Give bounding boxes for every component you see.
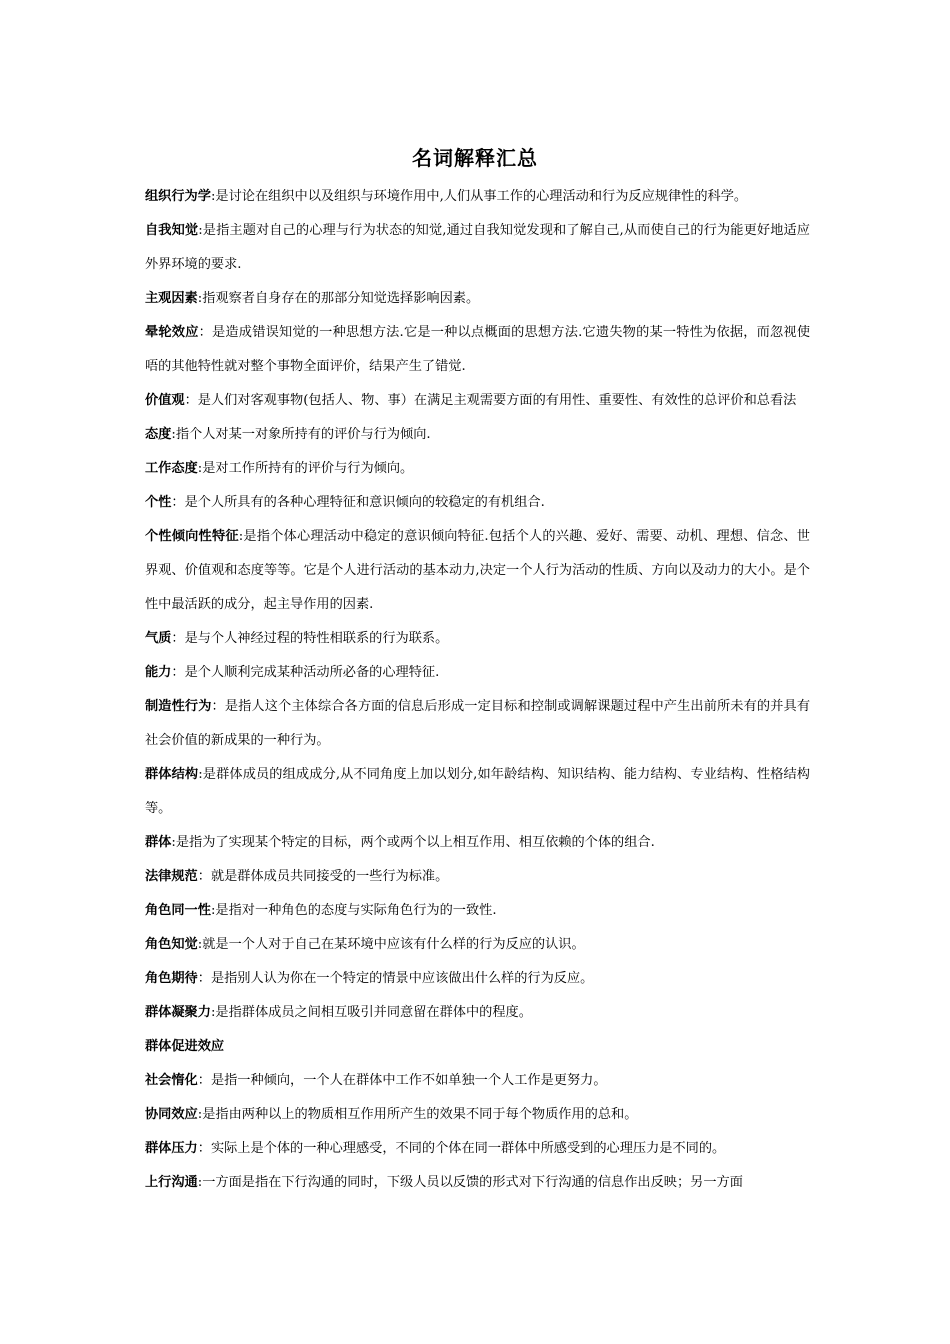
glossary-list [145,180,810,1200]
glossary-entry [145,1098,810,1132]
entry-term: 气质 [145,631,172,646]
glossary-entry [145,1166,810,1200]
glossary-entry [145,282,810,316]
glossary-entry [145,520,810,622]
entry-term: 角色同一性 [145,903,211,918]
glossary-entry [145,622,810,656]
glossary-entry [145,214,810,282]
entry-definition: 就是一个人对于自己在某环境中应该有什么样的行为反应的认识。 [202,937,585,952]
entry-term: 群体促进效应 [145,1039,225,1054]
entry-separator: ： [184,393,198,408]
entry-term: 法律规范 [145,869,198,884]
entry-definition: 是指为了实现某个特定的目标，两个或两个以上相互作用、相互依赖的个体的组合. [175,835,655,850]
entry-separator: ： [171,631,185,646]
entry-term: 个性倾向性特征 [145,529,239,544]
entry-definition: 是指对一种角色的态度与实际角色行为的一致性. [215,903,497,918]
entry-term: 自我知觉 [145,223,199,238]
glossary-entry [145,384,810,418]
entry-separator: ： [171,665,185,680]
entry-separator: : [198,223,203,238]
entry-separator: ： [211,699,225,714]
entry-definition: 就是群体成员共同接受的一些行为标准。 [210,869,449,884]
glossary-entry [145,996,810,1030]
entry-separator: : [210,1005,216,1020]
entry-term: 工作态度 [145,461,198,476]
glossary-entry [145,690,810,758]
entry-term: 协同效应 [145,1107,198,1122]
entry-definition: 是指一种倾向，一个人在群体中工作不如单独一个人工作是更努力。 [210,1073,607,1088]
entry-term: 能力 [145,665,172,680]
entry-separator: : [171,427,176,442]
entry-separator: : [197,1175,203,1190]
entry-separator: ： [198,325,212,340]
entry-definition: 是造成错误知觉的一种思想方法.它是一种以点概面的思想方法.它遗失物的某一特性为依据，而忽视使唔的其他特性就对整个事物全面评价，结果产生了错觉. [145,325,811,374]
entry-term: 群体结构 [145,767,199,782]
glossary-entry [145,656,810,690]
entry-definition: 是个人顺利完成某种活动所必备的心理特征. [184,665,440,680]
entry-separator: : [198,767,203,782]
entry-separator: : [210,189,216,204]
entry-term: 制造性行为 [145,699,212,714]
entry-separator: : [210,903,216,918]
page-title: 名词解释汇总 [412,146,538,170]
entry-term: 主观因素 [145,291,198,306]
glossary-entry [145,1132,810,1166]
entry-definition: 是指由两种以上的物质相互作用所产生的效果不同于每个物质作用的总和。 [202,1107,638,1122]
glossary-entry [145,418,810,452]
entry-definition: 是个人所具有的各种心理特征和意识倾向的较稳定的有机组合. [184,495,545,510]
entry-definition: 是讨论在组织中以及组织与环境作用中,人们从事工作的心理活动和行为反应规律性的科学。 [215,189,748,204]
glossary-entry [145,860,810,894]
glossary-entry [145,928,810,962]
glossary-entry [145,452,810,486]
glossary-entry [145,1030,810,1064]
entry-definition: 是对工作所持有的评价与行为倾向。 [202,461,414,476]
entry-term: 社会惰化 [145,1073,198,1088]
entry-separator: ： [171,495,185,510]
entry-separator: : [238,529,244,544]
entry-definition: 指个人对某一对象所持有的评价与行为倾向. [175,427,431,442]
entry-definition: 是与个人神经过程的特性相联系的行为联系。 [184,631,449,646]
entry-definition: 一方面是指在下行沟通的同时，下级人员以反馈的形式对下行沟通的信息作出反映；另一方面 [202,1175,743,1190]
entry-definition: 是人们对客观事物(包括人、物、事）在满足主观需要方面的有用性、重要性、有效性的总评价和总看法 [197,393,797,408]
entry-separator: : [197,291,203,306]
entry-definition: 指观察者自身存在的那部分知觉选择影响因素。 [202,291,480,306]
glossary-entry [145,1064,810,1098]
entry-separator: ： [197,971,211,986]
entry-term: 态度 [145,427,172,442]
entry-term: 群体 [145,835,172,850]
entry-term: 上行沟通 [145,1175,198,1190]
entry-separator: ： [197,1073,211,1088]
entry-separator: ： [197,1141,211,1156]
glossary-entry [145,316,810,384]
entry-term: 角色期待 [145,971,198,986]
entry-separator: : [197,461,203,476]
entry-definition: 是指群体成员之间相互吸引并同意留在群体中的程度。 [215,1005,532,1020]
glossary-entry [145,180,810,214]
entry-separator: ： [197,869,211,884]
glossary-entry [145,826,810,860]
glossary-entry [145,758,810,826]
entry-definition: 是指个体心理活动中稳定的意识倾向特征.包括个人的兴趣、爱好、需要、动机、理想、信念、世界观、价值观和态度等等。它是个人进行活动的基本动力,决定一个人行为活动的性质、方向以及动力的大小。是个性中最活跃的成分，起主导作用的因素. [145,529,810,612]
glossary-entry [145,962,810,996]
entry-separator: : [171,835,176,850]
entry-term: 群体凝聚力 [145,1005,211,1020]
entry-separator: : [197,937,203,952]
entry-term: 群体压力 [145,1141,198,1156]
entry-definition: 实际上是个体的一种心理感受，不同的个体在同一群体中所感受到的心理压力是不同的。 [210,1141,726,1156]
entry-definition: 是指人这个主体综合各方面的信息后形成一定目标和控制或调解课题过程中产生出前所未有的并具有社会价值的新成果的一种行为。 [145,699,811,748]
entry-term: 角色知觉 [145,937,198,952]
entry-definition: 是指主题对自己的心理与行为状态的知觉,通过自我知觉发现和了解自己,从而使自己的行为能更好地适应外界环境的要求. [145,223,810,272]
glossary-entry [145,486,810,520]
entry-term: 组织行为学 [145,189,211,204]
entry-term: 价值观 [145,393,185,408]
entry-definition: 是群体成员的组成成分,从不同角度上加以划分,如年龄结构、知识结构、能力结构、专业结构、性格结构等。 [145,767,810,816]
glossary-entry [145,894,810,928]
entry-term: 晕轮效应 [145,325,199,340]
entry-separator: : [197,1107,203,1122]
entry-term: 个性 [145,495,172,510]
entry-definition: 是指别人认为你在一个特定的情景中应该做出什么样的行为反应。 [210,971,594,986]
